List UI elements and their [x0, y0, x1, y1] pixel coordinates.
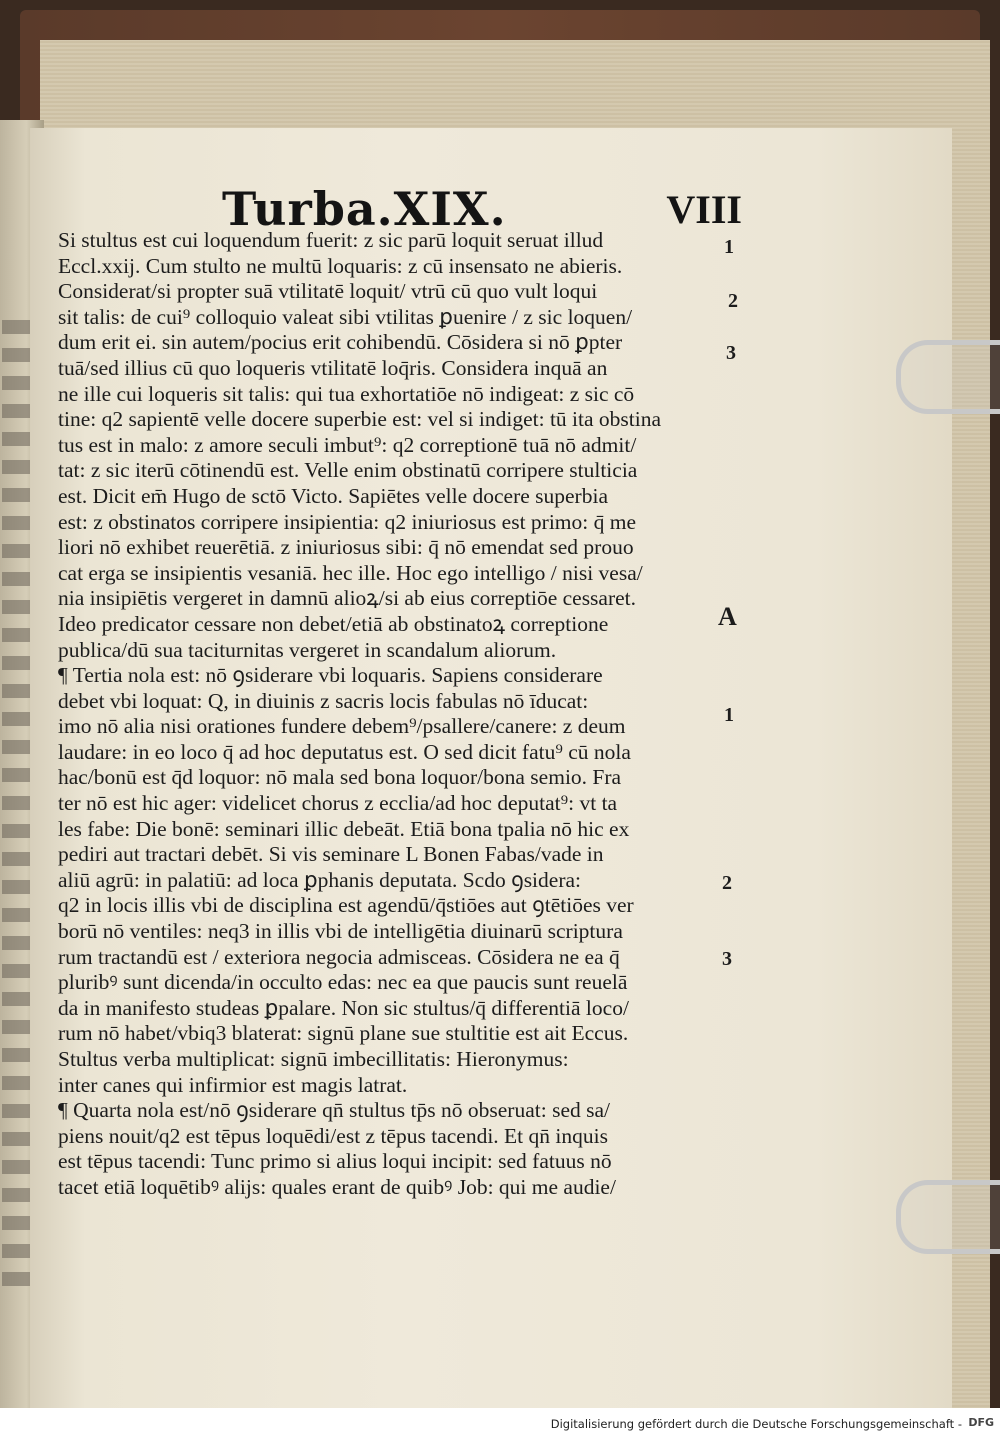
text-line: aliū agrū: in palatiū: ad loca ꝑphanis deputata. Scdo ꝯsidera:: [58, 867, 582, 892]
text-line: Considerat/si propter suā vtilitatē loquit/ vtrū cū quo vult loqui: [58, 279, 598, 304]
text-line: Stultus verba multiplicat: signū imbecillitatis: Hieronymus:: [58, 1047, 569, 1071]
text-line: rum tractandū est / exteriora negocia admisceas. Cōsidera ne ea q̄: [58, 944, 620, 969]
text-line: ne ille cui loqueris sit talis: qui tua exhortatiōe nō indigeat: z sic cō: [58, 381, 635, 406]
text-line: les fabe: Die bonē: seminari illic debeāt. Etiā bona tpalia nō hic ex: [58, 816, 630, 841]
text-line: hac/bonū est q̄d loquor: nō mala sed bona loquor/bona semio. Fra: [58, 765, 622, 790]
text-line: Eccl.xxij. Cum stulto ne multū loquaris: z cū insensato ne abieris.: [58, 253, 623, 278]
text-line: est tēpus tacendi: Tunc primo si alius loqui incipit: sed fatuus nō: [58, 1149, 612, 1174]
margin-note: 3: [726, 342, 736, 364]
text-line: laudare: in eo loco q̄ ad hoc deputatus est. O sed dicit fatu⁹ cū nola: [58, 739, 631, 764]
running-title: Turba.XIX.: [222, 182, 507, 236]
text-line: da in manifesto studeas ꝑpalare. Non sic stultus/q̄ differentiā loco/: [58, 995, 629, 1020]
text-line: pediri aut tractari debēt. Si vis seminare L Bonen Fabas/vade in: [58, 842, 604, 867]
margin-note: 1: [724, 704, 734, 726]
page-clip-bottom: [896, 1180, 1000, 1254]
text-line: inter canes qui infirmior est magis latrat.: [58, 1072, 408, 1097]
text-line: debet vbi loquat: Q, in diuinis z sacris locis fabulas nō īducat:: [58, 688, 589, 713]
text-line: pluribꝰ sunt dicenda/in occulto edas: nec ea que paucis sunt reuelā: [58, 970, 628, 995]
text-line: imo nō alia nisi orationes fundere debem⁹/psallere/canere: z deum: [58, 714, 626, 739]
text-line: tine: q2 sapientē velle docere superbie est: vel si indiget: tū ita obstina: [58, 407, 662, 432]
text-line: tacet etiā loquētibꝰ alijs: quales erant de quibꝰ Job: qui me audie/: [58, 1174, 616, 1199]
dfg-logo: DFG: [968, 1416, 994, 1429]
text-line: rum nō habet/vbiq3 blaterat: signū plane sue stultitie est ait Eccus.: [58, 1021, 629, 1046]
text-line: tus est in malo: z amore seculi imbut⁹: q2 correptionē tuā nō admit/: [58, 432, 637, 457]
text-line: nia insipiētis vergeret in damnū alioꝝ/si ab eius correptiōe cessaret.: [58, 586, 637, 611]
margin-note: 3: [722, 948, 732, 970]
text-line: q2 in locis illis vbi de disciplina est agendū/q̄stiōes aut ꝯtētiōes ver: [58, 893, 634, 918]
margin-note: 1: [724, 236, 734, 258]
text-line: ter nō est hic ager: videlicet chorus z ecclia/ad hoc deputat⁹: vt ta: [58, 791, 618, 816]
text-line: sit talis: de cui⁹ colloquio valeat sibi vtilitas ꝑuenire / z sic loquen/: [58, 304, 633, 329]
text-line: ¶ Quarta nola est/nō ꝯsiderare qn̄ stultus tp̄s nō obseruat: sed sa/: [58, 1098, 610, 1123]
body-text: [58, 228, 698, 1201]
text-line: tat: z sic iterū cōtinendū est. Velle enim obstinatū corripere stulticia: [58, 458, 638, 483]
text-line: borū nō ventiles: neq3 in illis vbi de intelligētia diuinarū scriptura: [58, 919, 623, 944]
text-line: tuā/sed illius cū quo loqueris vtilitatē loq̄ris. Considera inquā an: [58, 355, 608, 380]
folio-number: VIII: [666, 187, 742, 232]
funding-credit: Digitalisierung gefördert durch die Deutsche Forschungsgemeinschaft -: [550, 1417, 962, 1431]
margin-note: 2: [722, 872, 732, 894]
text-line: Si stultus est cui loquendum fuerit: z sic parū loquit seruat illud: [58, 228, 604, 252]
margin-note: A: [718, 602, 737, 631]
text-line: est: z obstinatos corripere insipientia: q2 iniuriosus est primo: q̄ me: [58, 509, 637, 534]
footer-bar: [0, 1408, 1000, 1442]
text-line: liori nō exhibet reuerētiā. z iniuriosus sibi: q̄ nō emendat sed prouo: [58, 535, 634, 560]
text-line: piens nouit/q2 est tēpus loquēdi/est z tēpus tacendi. Et qn̄ inquis: [58, 1123, 608, 1148]
text-line: est. Dicit em̄ Hugo de sctō Victo. Sapiētes velle docere superbia: [58, 483, 608, 508]
facing-page-text: [2, 320, 32, 1320]
text-line: cat erga se insipientis vesaniā. hec ille. Hoc ego intelligo / nisi vesa/: [58, 560, 643, 585]
text-line: dum erit ei. sin autem/pocius erit cohibendū. Cōsidera si nō ꝑpter: [58, 330, 623, 355]
text-line: ¶ Tertia nola est: nō ꝯsiderare vbi loquaris. Sapiens considerare: [58, 663, 603, 688]
page-clip-top: [896, 340, 1000, 414]
text-line: Ideo predicator cessare non debet/etiā ab obstinatoꝝ correptione: [58, 611, 609, 636]
text-line: publica/dū sua taciturnitas vergeret in scandalum aliorum.: [58, 637, 557, 662]
margin-note: 2: [728, 290, 738, 312]
